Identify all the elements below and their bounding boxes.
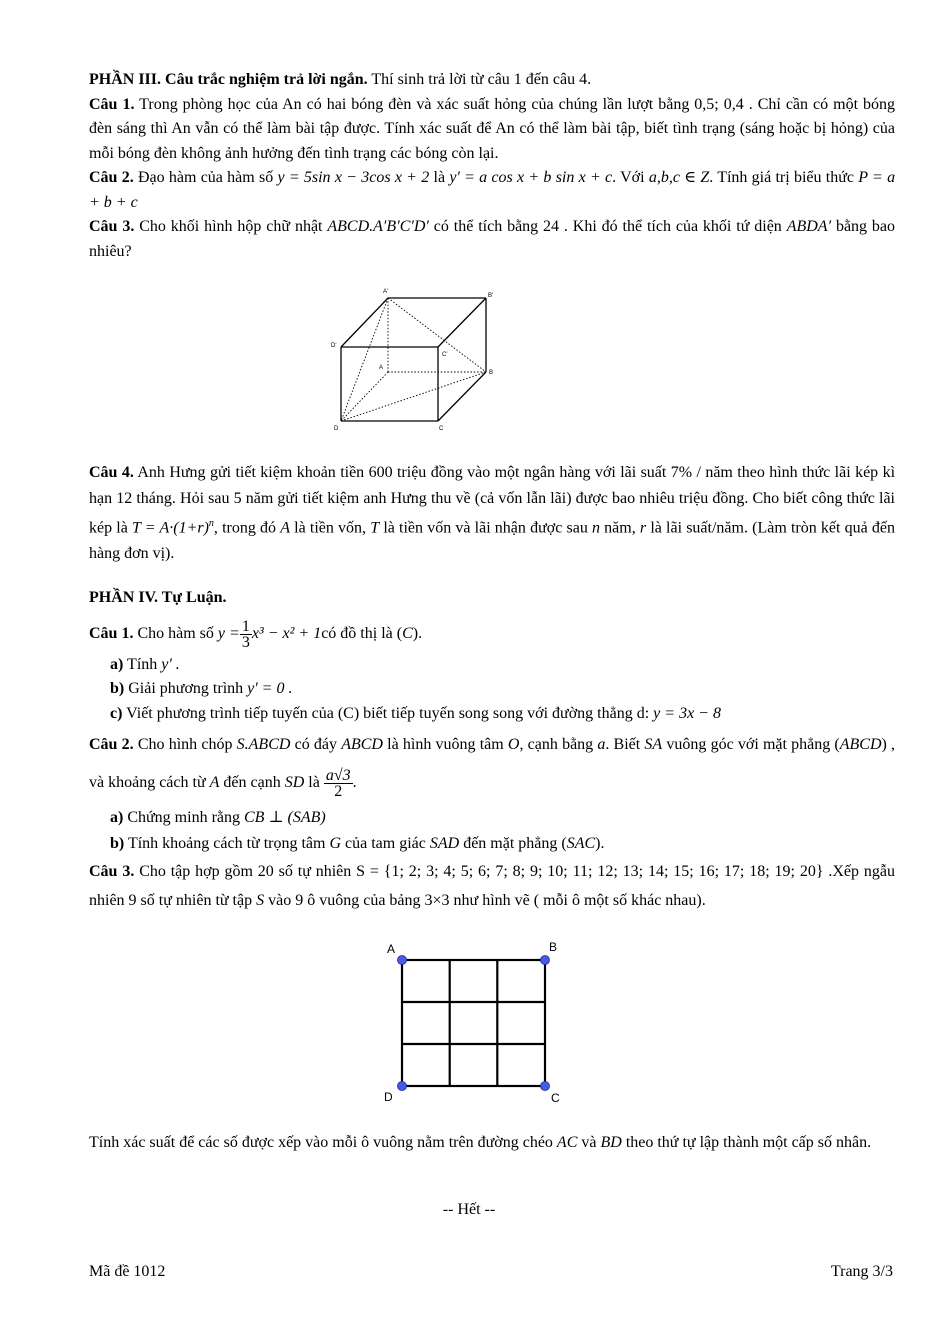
grid-border bbox=[402, 960, 545, 1086]
fraction-denominator: 2 bbox=[334, 783, 343, 801]
question-text: , trong đó bbox=[213, 519, 281, 537]
question-text: là bbox=[304, 774, 324, 792]
formula: T = A·(1+r) bbox=[132, 519, 209, 537]
sub-label: a) bbox=[110, 655, 124, 673]
question-text: đến cạnh bbox=[219, 774, 285, 792]
fraction-denominator: 3 bbox=[241, 633, 250, 651]
part3-heading: PHẦN III. Câu trắc nghiệm trả lời ngắn. bbox=[89, 71, 368, 88]
question-text: . Biết bbox=[605, 736, 645, 754]
question-text: Cho khối hình hộp chữ nhật bbox=[134, 218, 328, 235]
hidden-edge bbox=[388, 298, 486, 372]
page-number: Trang 3/3 bbox=[830, 1263, 893, 1280]
formula: ABCD bbox=[839, 736, 882, 754]
formula: y = bbox=[217, 624, 240, 642]
vertex-label: C' bbox=[442, 352, 448, 358]
vertex-label: A' bbox=[383, 289, 389, 295]
part4-q1-a bbox=[89, 653, 895, 678]
question-text: năm, bbox=[600, 519, 640, 537]
question-label: Câu 1. bbox=[89, 95, 135, 113]
question-text: Anh Hưng gửi tiết kiệm khoản tiền 600 triệu đồng vào một ngân hàng với lãi suất 7% / năm theo hình thức lãi kép kì hạn 12 tháng. Hỏi sau 5 năm gửi tiết kiệm anh Hưng thu về (cả vốn lẫn lãi) được bao nhiêu triệu đồng. Cho biết công thức lãi kép là bbox=[89, 464, 896, 537]
formula: ABCD.A′B′C′D′ bbox=[327, 218, 429, 235]
question-text: Đạo hàm của hàm số bbox=[133, 169, 278, 186]
corner-label: D bbox=[384, 1090, 393, 1104]
sub-label: b) bbox=[110, 680, 125, 698]
formula: y' = 0 . bbox=[247, 680, 293, 698]
fraction-numerator: a√3 bbox=[325, 767, 351, 785]
fraction bbox=[240, 619, 252, 650]
question-text: là tiền vốn và lãi nhận được sau bbox=[379, 519, 592, 537]
question-text: Tính khoảng cách từ trọng tâm bbox=[124, 835, 330, 853]
question-label: Câu 4. bbox=[89, 464, 134, 481]
end-marker: -- Hết -- bbox=[442, 1201, 496, 1218]
part4-question-3-tail bbox=[89, 1131, 895, 1156]
question-text: ). bbox=[595, 835, 605, 853]
sub-label: c) bbox=[110, 704, 123, 722]
formula: O bbox=[507, 736, 520, 754]
question-label: Câu 2. bbox=[89, 169, 134, 186]
formula: A bbox=[209, 774, 220, 792]
question-label: Câu 3. bbox=[89, 862, 135, 880]
question-text: là hình vuông tâm bbox=[382, 736, 508, 754]
part3-question-1 bbox=[89, 93, 895, 167]
question-text: Chứng minh rằng bbox=[123, 809, 244, 827]
grid-3x3-figure bbox=[372, 938, 572, 1108]
part3-question-2 bbox=[89, 166, 895, 215]
formula: SAC bbox=[566, 835, 596, 853]
question-text: Tính bbox=[123, 655, 162, 673]
question-text: có đồ thị là ( bbox=[321, 624, 403, 642]
formula: x³ − x² + 1 bbox=[251, 624, 322, 642]
corner-point-c bbox=[541, 1082, 550, 1091]
edge bbox=[341, 298, 388, 347]
vertex-label: C bbox=[439, 426, 444, 432]
edge bbox=[438, 372, 486, 421]
cuboid-figure bbox=[328, 286, 508, 436]
fraction-numerator: 1 bbox=[241, 617, 250, 635]
vertex-label: A bbox=[379, 365, 384, 371]
corner-point-b bbox=[541, 956, 550, 965]
edge bbox=[438, 298, 486, 347]
formula: CB ⊥ (SAB) bbox=[244, 809, 326, 827]
formula: SD bbox=[284, 774, 305, 792]
question-label: Câu 2. bbox=[89, 736, 134, 754]
question-text: theo thứ tự lập thành một cấp số nhân. bbox=[621, 1133, 872, 1151]
question-label: Câu 3. bbox=[89, 218, 135, 235]
question-text: Trong phòng học của An có hai bóng đèn và xác suất hỏng của chúng lần lượt bằng 0,5; 0,4 . Chỉ cần có một bóng đèn sáng thì An vẫn có thể làm bài tập được. Tính xác suất để An có thể làm bài tập, biết tình trạng (sáng hoặc bị hỏng) của mỗi bóng đèn không ảnh hưởng đến tình trạng các bóng còn lại. bbox=[89, 95, 896, 162]
corner-point-d bbox=[398, 1082, 407, 1091]
formula: r bbox=[639, 519, 647, 537]
formula: S bbox=[256, 891, 265, 909]
question-text: Cho tập hợp gồm 20 số tự nhiên bbox=[134, 862, 357, 880]
fraction bbox=[324, 768, 353, 799]
question-text: Viết phương trình tiếp tuyến của (C) biết tiếp tuyến song song với đường thẳng d: bbox=[122, 704, 654, 722]
part4-heading: PHẦN IV. Tự Luận. bbox=[89, 589, 227, 607]
sub-label: a) bbox=[110, 809, 124, 827]
question-text: là lãi suất/năm. (Làm tròn kết quả đến hàng đơn vị). bbox=[89, 519, 896, 562]
question-text: có thể tích bằng 24 . Khi đó thể tích của khối tứ diện bbox=[428, 218, 787, 235]
part3-question-4 bbox=[89, 460, 895, 566]
corner-label: B bbox=[549, 940, 558, 954]
part3-heading-line bbox=[89, 68, 895, 93]
formula: SAD bbox=[429, 835, 460, 853]
question-text: . Tính giá trị biểu thức bbox=[709, 169, 859, 186]
question-text: và bbox=[577, 1133, 601, 1151]
part4-question-2 bbox=[89, 726, 895, 802]
sub-label: b) bbox=[110, 835, 125, 853]
vertex-label: B bbox=[489, 370, 494, 376]
formula: ABDA′ bbox=[786, 218, 832, 235]
part4-question-1 bbox=[89, 617, 895, 651]
corner-label: C bbox=[551, 1091, 560, 1105]
vertex-label: D' bbox=[331, 343, 337, 349]
part4-q2-b bbox=[89, 832, 895, 857]
question-text: . Với bbox=[612, 169, 649, 186]
question-text: Tính xác suất để các số được xếp vào mỗi ô vuông nằm trên đường chéo bbox=[89, 1133, 557, 1151]
question-text: vuông góc với mặt phẳng ( bbox=[662, 736, 840, 754]
part3-instruction: Thí sinh trả lời từ câu 1 đến câu 4. bbox=[367, 71, 592, 88]
question-text: . bbox=[352, 774, 357, 792]
question-text: , cạnh bằng bbox=[519, 736, 598, 754]
question-text: Giải phương trình bbox=[124, 680, 248, 698]
part4-q2-a bbox=[89, 804, 895, 832]
question-text: ) , và khoảng cách từ bbox=[89, 736, 896, 792]
formula: y' . bbox=[161, 655, 180, 673]
formula: a bbox=[597, 736, 606, 754]
formula-exponent: n bbox=[208, 518, 214, 529]
question-text: vào 9 ô vuông của bảng 3×3 như hình vẽ ( mỗi ô một số khác nhau). bbox=[264, 891, 706, 909]
question-text: của tam giác bbox=[341, 835, 430, 853]
hidden-edge bbox=[341, 298, 388, 421]
vertex-label: B' bbox=[488, 293, 494, 299]
question-text: .Xếp ngẫu nhiên 9 số tự nhiên từ tập bbox=[89, 862, 896, 909]
formula: S = {1; 2; 3; 4; 5; 6; 7; 8; 9; 10; 11; 12; 13; 14; 15; 16; 17; 18; 19; 20} bbox=[356, 862, 824, 880]
formula: a,b,c ∈ Z bbox=[648, 169, 710, 186]
question-text: Cho hình chóp bbox=[133, 736, 237, 754]
hidden-edge bbox=[341, 372, 486, 421]
exam-code: Mã đề 1012 bbox=[89, 1263, 166, 1280]
question-text: Cho hàm số bbox=[133, 624, 218, 642]
corner-label: A bbox=[387, 942, 396, 956]
part4-question-3 bbox=[89, 857, 895, 915]
formula: AC bbox=[556, 1133, 578, 1151]
part3-question-3 bbox=[89, 215, 895, 264]
formula: ABCD bbox=[341, 736, 383, 754]
question-text: là tiền vốn, bbox=[290, 519, 371, 537]
question-text: ). bbox=[412, 624, 423, 642]
formula: C bbox=[402, 624, 413, 642]
hidden-edge bbox=[341, 372, 388, 421]
question-label: Câu 1. bbox=[89, 624, 134, 642]
corner-point-a bbox=[398, 956, 407, 965]
formula: A bbox=[280, 519, 290, 537]
vertex-label: D bbox=[334, 426, 339, 432]
formula: SA bbox=[644, 736, 663, 754]
question-text: bằng bao nhiêu? bbox=[89, 218, 896, 260]
question-text: đến mặt phẳng ( bbox=[459, 835, 567, 853]
part4-q1-c bbox=[89, 702, 895, 727]
formula: y = 5sin x − 3cos x + 2 bbox=[277, 169, 430, 186]
formula: P = a + b + c bbox=[89, 169, 896, 211]
formula: S.ABCD bbox=[236, 736, 291, 754]
formula: BD bbox=[600, 1133, 622, 1151]
formula: G bbox=[329, 835, 342, 853]
question-text: có đáy bbox=[290, 736, 342, 754]
question-text: là bbox=[429, 169, 450, 186]
part4-heading-line bbox=[89, 586, 895, 611]
formula: T bbox=[370, 519, 380, 537]
formula: y = 3x − 8 bbox=[653, 704, 721, 722]
formula: y' = a cos x + b sin x + c bbox=[449, 169, 613, 186]
formula: n bbox=[592, 519, 600, 537]
part4-q1-b bbox=[89, 677, 895, 702]
